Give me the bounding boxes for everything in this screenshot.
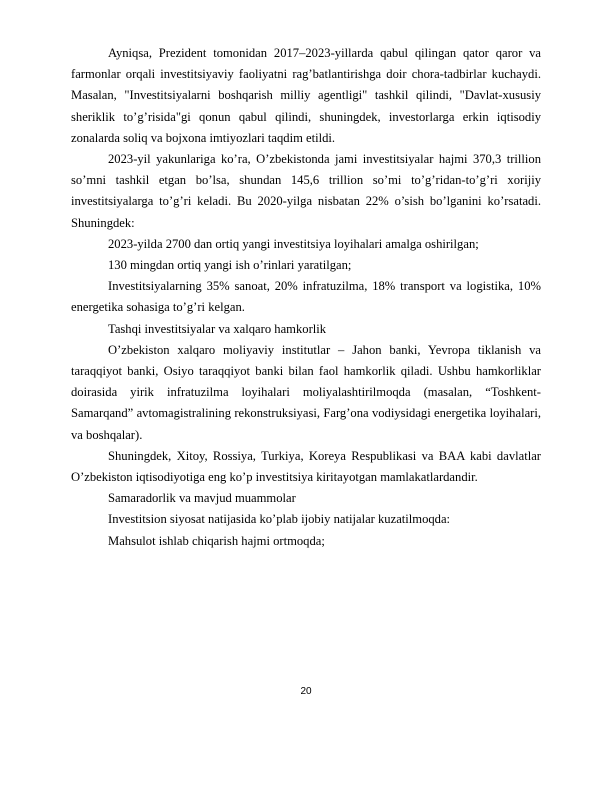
paragraph-international-cooperation: O’zbekiston xalqaro moliyaviy institutlar – Jahon banki, Yevropa tiklanish va taraqqiyot banki, Osiyo taraqqiyot banki bilan faol hamkorlik qiladi. Ushbu hamkorliklar doirasida yirik infratuzilma loyihalari moliyalashtirilmoqda (masalan, “Toshkent-Samarqand” avtomagistralining rekonstruksiyasi, Farg’ona vodiysidagi energetika loyihalari, va boshqalar). xyxy=(71,342,541,442)
list-item-projects: 2023-yilda 2700 dan ortiq yangi investitsiya loyihalari amalga oshirilgan; xyxy=(108,236,479,251)
paragraph-investment-totals: 2023-yil yakunlariga ko’ra, O’zbekistonda jami investitsiyalar hajmi 370,3 trillion so’mni tashkil etgan bo’lsa, shundan 145,6 trillion so’mi to’g’ridan-to’g’ri xorijiy investitsiyalarga to’g’ri keladi. Bu 2020-yilga nisbatan 22% o’sish bo’lganini ko’rsatadi. Shuningdek: xyxy=(71,152,541,230)
document-body xyxy=(71,43,541,552)
paragraph-reforms: Ayniqsa, Prezident tomonidan 2017–2023-yillarda qabul qilingan qator qaror va farmonlar orqali investitsiyaviy faoliyatni rag’batlantirishga doir chora-tadbirlar kuchaydi. Masalan, "Investitsiyalarni boshqarish milliy agentligi" tashkil qilindi, "Davlat-xususiy sheriklik to’g’risida"gi qonun qabul qilindi, shuningdek, investorlarga erkin iqtisodiy zonalarda soliq va bojxona imtiyozlari taqdim etildi. xyxy=(71,46,541,145)
list-item-jobs: 130 mingdan ortiq yangi ish o’rinlari yaratilgan; xyxy=(108,258,352,273)
list-item-sector-shares: Investitsiyalarning 35% sanoat, 20% infratuzilma, 18% transport va logistika, 10% energetika sohasiga to’g’ri kelgan. xyxy=(71,279,541,315)
page-number: 20 xyxy=(300,686,312,697)
paragraph-investor-countries: Shuningdek, Xitoy, Rossiya, Turkiya, Koreya Respublikasi va BAA kabi davlatlar O’zbekiston iqtisodiyotiga eng ko’p investitsiya kiritayotgan mamlakatlardandir. xyxy=(71,448,541,485)
section-heading-efficiency: Samaradorlik va mavjud muammolar xyxy=(108,491,296,506)
paragraph-results-intro: Investitsion siyosat natijasida ko’plab ijobiy natijalar kuzatilmoqda: xyxy=(108,512,451,527)
list-item-production-growth: Mahsulot ishlab chiqarish hajmi ortmoqda; xyxy=(108,533,325,548)
section-heading-foreign-investment: Tashqi investitsiyalar va xalqaro hamkorlik xyxy=(108,321,327,336)
